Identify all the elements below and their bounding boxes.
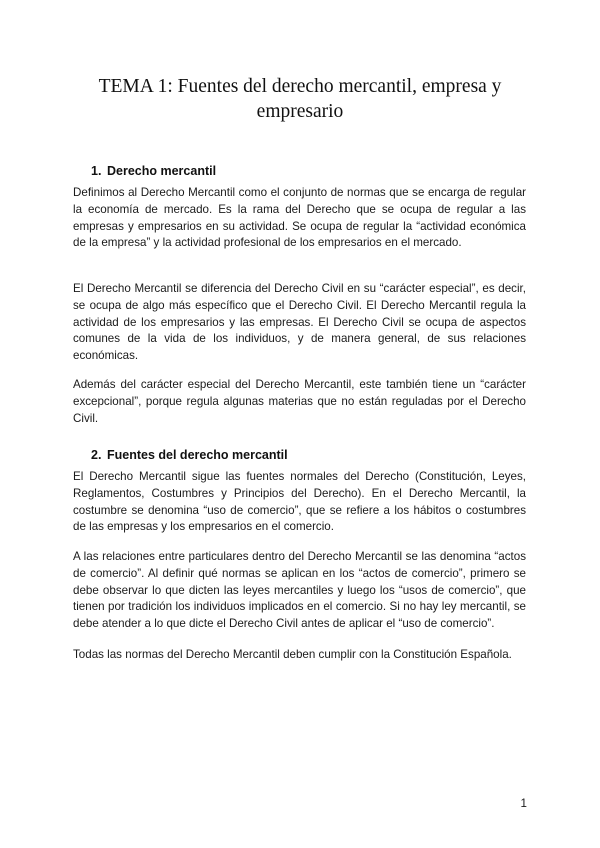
section-2-paragraph-2: A las relaciones entre particulares dentro del Derecho Mercantil se las denomina “actos de comercio”. Al definir qué normas se aplican en los “actos de comercio”, primero se debe observar lo que dicten las leyes mercantiles y luego los “usos de comercio”, que tienen por tradición los individuos implicados en el comercio. Si no hay ley mercantil, se debe atender a lo que dicte el Derecho Civil antes de aplicar el “uso de comercio”. (73, 550, 526, 631)
section-1-number: 1. (91, 164, 102, 178)
page-number: 1 (520, 797, 527, 810)
section-1-heading (91, 163, 216, 179)
section-1-paragraph-2: El Derecho Mercantil se diferencia del Derecho Civil en su “carácter especial”, es decir, se ocupa de algo más específico que el Derecho Civil. El Derecho Mercantil regula la actividad de los empresarios y las empresas. El Derecho Civil se ocupa de aspectos comunes de la vida de los individuos, y de manera general, de sus relaciones económicas. (73, 282, 526, 363)
section-1-title: Derecho mercantil (107, 164, 217, 178)
section-2-title: Fuentes del derecho mercantil (107, 448, 288, 462)
section-2-heading (91, 447, 288, 463)
section-2-number: 2. (91, 448, 102, 462)
section-1-paragraph-3: Además del carácter especial del Derecho Mercantil, este también tiene un “carácter excepcional”, porque regula algunas materias que no están reguladas por el Derecho Civil. (73, 378, 526, 425)
section-2-paragraph-1: El Derecho Mercantil sigue las fuentes normales del Derecho (Constitución, Leyes, Reglamentos, Costumbres y Principios del Derecho). En el Derecho Mercantil, la costumbre se denomina “uso de comercio”, que se refiere a los hábitos o costumbres de las empresas y los empresarios en el comercio. (73, 470, 526, 534)
section-1-paragraph-1: Definimos al Derecho Mercantil como el conjunto de normas que se encarga de regular la economía de mercado. Es la rama del Derecho que se ocupa de regular a las empresas y empresarios en su actividad. Se ocupa de regular la “actividad económica de la empresa” y la actividad profesional de los empresarios en el mercado. (73, 186, 526, 250)
section-2-paragraph-3: Todas las normas del Derecho Mercantil deben cumplir con la Constitución Española. (73, 648, 512, 661)
document-title: TEMA 1: Fuentes del derecho mercantil, empresa y empresario (98, 76, 502, 122)
